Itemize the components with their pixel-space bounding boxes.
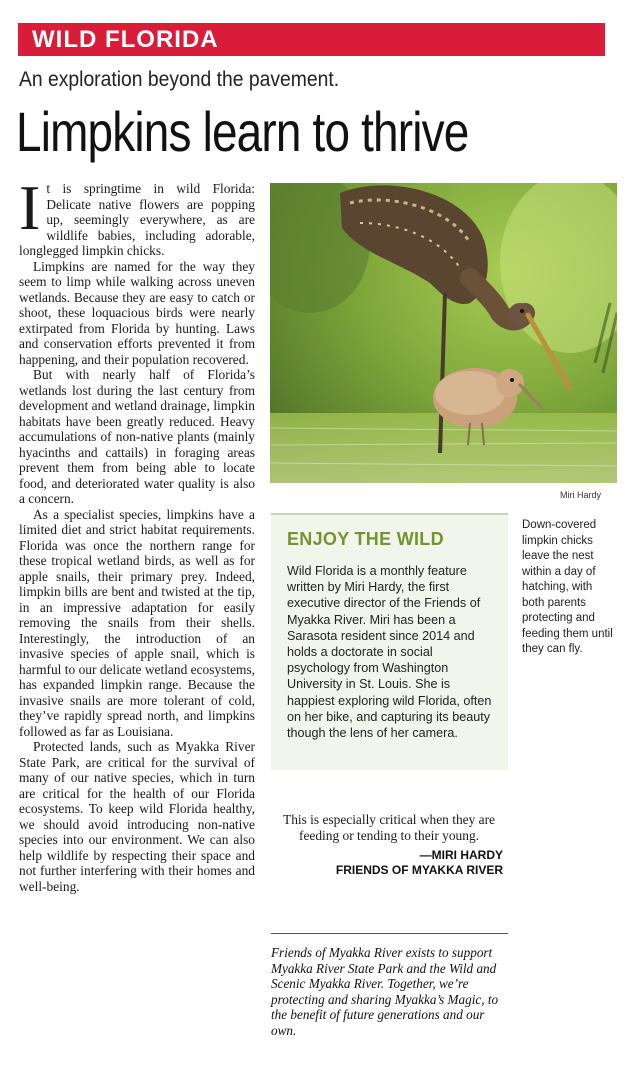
article-body: [19, 172, 255, 894]
drop-cap: I: [19, 172, 41, 243]
quote-attribution: [272, 848, 503, 878]
subheadline: An exploration beyond the pavement.: [19, 68, 340, 91]
article-paragraph: As a specialist species, limpkins have a limited diet and strict habitat requirements. Florida was once the northern range for these tropical wetland birds, as well as for apple snails, their primary prey. Indeed, limpkin bills are bent and twisted at the tip, in an impressive adaptation for easily removing the snails from their shells. Interestingly, the introduction of an invasive species of apple snail, which is harmful to our delicate wetland ecosystems, has expanded limpkin range. Because the invasive snails are more tolerant of cold, they’ve rapidly spread north, and limpkins followed as far as Louisiana.: [19, 506, 255, 739]
section-banner: WILD FLORIDA: [18, 23, 605, 56]
enjoy-the-wild-box: [271, 513, 508, 770]
limpkin-photo: [270, 183, 617, 483]
paragraph-text: t is springtime in wild Florida: Delicate native flowers are popping up, seemingly everywhere, as are wildlife babies, including adorable, longlegged limpkin chicks.: [19, 181, 255, 258]
photo-credit: Miri Hardy: [560, 490, 602, 500]
article-paragraph: [19, 172, 255, 259]
divider: [271, 933, 508, 934]
sidebar-title: ENJOY THE WILD: [287, 529, 444, 549]
sidebar-text: Wild Florida is a monthly feature written by Miri Hardy, the first executive director of the Friends of Myakka River. Miri has been a Sarasota resident since 2014 and holds a doctorate in social psychology from Washington University in St. Louis. She is happiest exploring wild Florida, often on her bike, and capturing its beauty though the lens of her camera.: [287, 564, 492, 741]
quote-author: —MIRI HARDY: [419, 848, 503, 862]
photo-caption: Down-covered limpkin chicks leave the nest within a day of hatching, with both parents protecting and feeding them until they can fly.: [522, 519, 613, 655]
article-paragraph: Protected lands, such as Myakka River State Park, are critical for the survival of many of our native species, which in turn are critical for the health of our Florida ecosystems. To keep wild Florida healthy, we should avoid introducing non-native species into our environment. We can also help wildlife by respecting their space and not further interfering with their homes and well-being.: [19, 739, 255, 894]
article-paragraph: But with nearly half of Florida’s wetlands lost during the last century from development and wetland drainage, limpkin habitats have been greatly reduced. Heavy accumulations of non-native plants (mainly hyacinths and cattails) in foraging areas prevent them from being able to locate food, and deteriorated water quality is also a concern.: [19, 367, 255, 506]
limpkin-photo-illustration: [270, 183, 617, 483]
article-headline: Limpkins learn to thrive: [16, 100, 469, 163]
closing-note: Friends of Myakka River exists to support Myakka River State Park and the Wild and Scenic Myakka River. Together, we’re protecting and sharing Myakka’s Magic, to the benefit of future generations and our own.: [271, 945, 499, 1038]
quote-organization: FRIENDS OF MYAKKA RIVER: [335, 863, 503, 877]
pull-quote: This is especially critical when they are feeding or tending to their young.: [283, 812, 495, 843]
article-paragraph: Limpkins are named for the way they seem to limp while walking across uneven wetlands. Because they are easy to catch or shoot, these loquacious birds were nearly extirpated from Florida by hunting. Laws and conservation efforts prevented it from happening, and their population recovered.: [19, 258, 255, 367]
